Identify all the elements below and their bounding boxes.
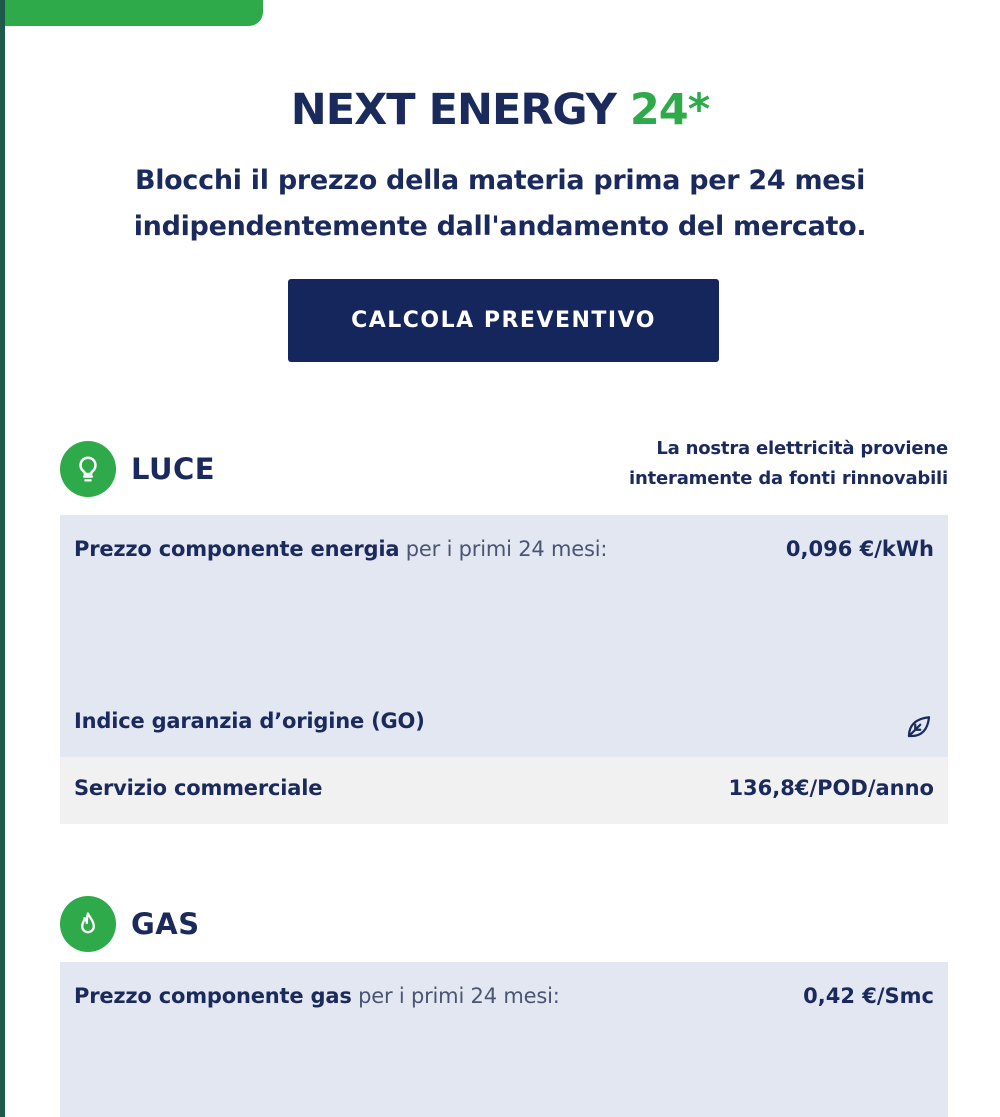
service-commercial-label	[74, 776, 322, 800]
luce-section-header	[60, 441, 215, 497]
gas-section-header	[60, 896, 200, 952]
gas-title: GAS	[131, 907, 200, 941]
gas-price-label	[74, 984, 560, 1008]
renewable-note-line-1: La nostra elettricità proviene	[656, 438, 948, 459]
gas-price-panel	[60, 962, 948, 1117]
luce-price-value: 0,096 €/kWh	[785, 537, 934, 561]
service-commercial-label-text: Servizio commerciale	[74, 776, 323, 800]
gas-price-label-light: per i primi 24 mesi:	[351, 984, 560, 1008]
luce-price-panel	[60, 515, 948, 757]
go-index-label-text: Indice garanzia d’origine (GO)	[74, 709, 425, 733]
calcola-preventivo-button[interactable]: CALCOLA PREVENTIVO	[288, 279, 719, 362]
luce-price-label-bold: Prezzo componente energia	[74, 537, 400, 561]
offer-title	[0, 84, 1000, 136]
gas-price-value: 0,42 €/Smc	[803, 984, 934, 1008]
service-commercial-value: 136,8€/POD/anno	[728, 776, 934, 800]
service-commercial-row	[60, 757, 948, 824]
go-index-label	[74, 709, 425, 733]
top-green-tab	[5, 0, 263, 26]
offer-title-main: NEXT ENERGY	[290, 85, 630, 135]
hero-section	[0, 84, 1000, 250]
luce-price-label	[74, 537, 607, 561]
renewable-note-line-2: interamente da fonti rinnovabili	[629, 468, 948, 489]
luce-price-label-light: per i primi 24 mesi:	[399, 537, 608, 561]
luce-title: LUCE	[131, 452, 216, 486]
offer-title-accent: 24*	[629, 85, 710, 135]
gas-price-label-bold: Prezzo componente gas	[74, 984, 352, 1008]
leaf-icon	[904, 711, 934, 741]
offer-subtitle-line-1: Blocchi il prezzo della materia prima per 24 mesi	[134, 165, 866, 196]
offer-subtitle-line-2: indipendentemente dall'andamento del mercato.	[133, 211, 867, 242]
flame-icon	[60, 896, 116, 952]
lightbulb-icon	[60, 441, 116, 497]
offer-subtitle	[110, 158, 890, 250]
renewable-note	[629, 434, 948, 494]
